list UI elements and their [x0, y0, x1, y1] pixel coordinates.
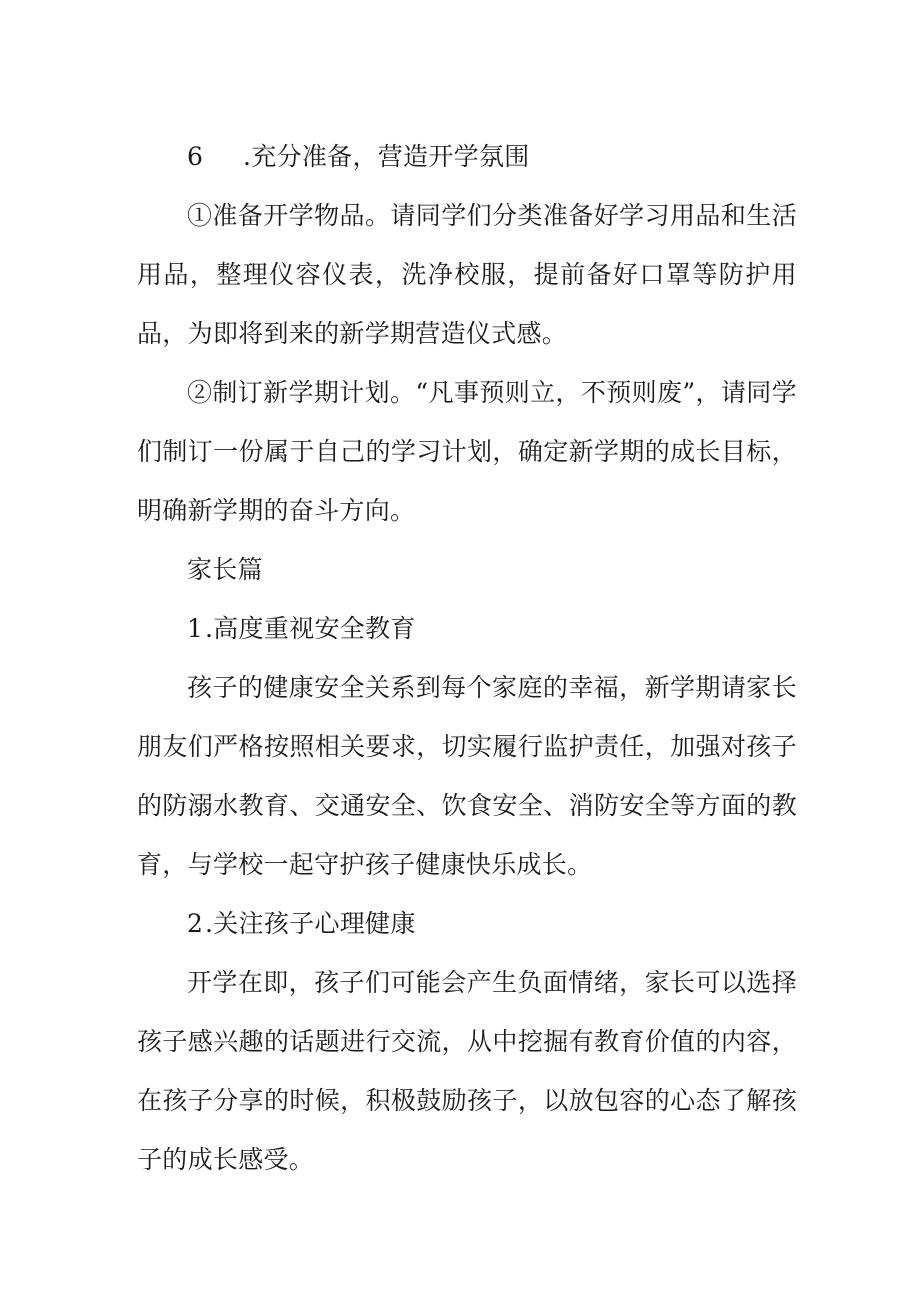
paragraph-mental-health: 开学在即，孩子们可能会产生负面情绪，家长可以选择孩子感兴趣的话题进行交流，从中挖掘有教育价值的内容，在孩子分享的时候，积极鼓励孩子，以放包容的心态了解孩子的成长感受。	[137, 968, 797, 1174]
paragraph-study-plan: ②制订新学期计划。“凡事预则立，不预则废”，请同学们制订一份属于自己的学习计划，确定新学期的成长目标，明确新学期的奋斗方向。	[137, 378, 797, 525]
section-number: 1	[187, 614, 204, 643]
paragraph-prepare-supplies: ①准备开学物品。请同学们分类准备好学习用品和生活用品，整理仪容仪表，洗净校服，提前备好口罩等防护用品，为即将到来的新学期营造仪式感。	[137, 201, 797, 348]
section-heading-safety	[137, 599, 797, 658]
section-title: .充分准备，营造开学氛围	[243, 142, 530, 171]
paragraph-safety: 孩子的健康安全关系到每个家庭的幸福，新学期请家长朋友们严格按照相关要求，切实履行监护责任，加强对孩子的防溺水教育、交通安全、饮食安全、消防安全等方面的教育，与学校一起守护孩子健康快乐成长。	[137, 673, 797, 879]
section-number: 2	[187, 909, 204, 938]
section-heading-prepare	[137, 127, 797, 186]
section-number: 6	[187, 142, 204, 171]
parents-section-title: 家长篇	[187, 555, 263, 584]
section-title: .高度重视安全教育	[205, 614, 416, 643]
section-title: .关注孩子心理健康	[205, 909, 416, 938]
document-body	[137, 127, 797, 1189]
section-heading-mental-health	[137, 894, 797, 953]
